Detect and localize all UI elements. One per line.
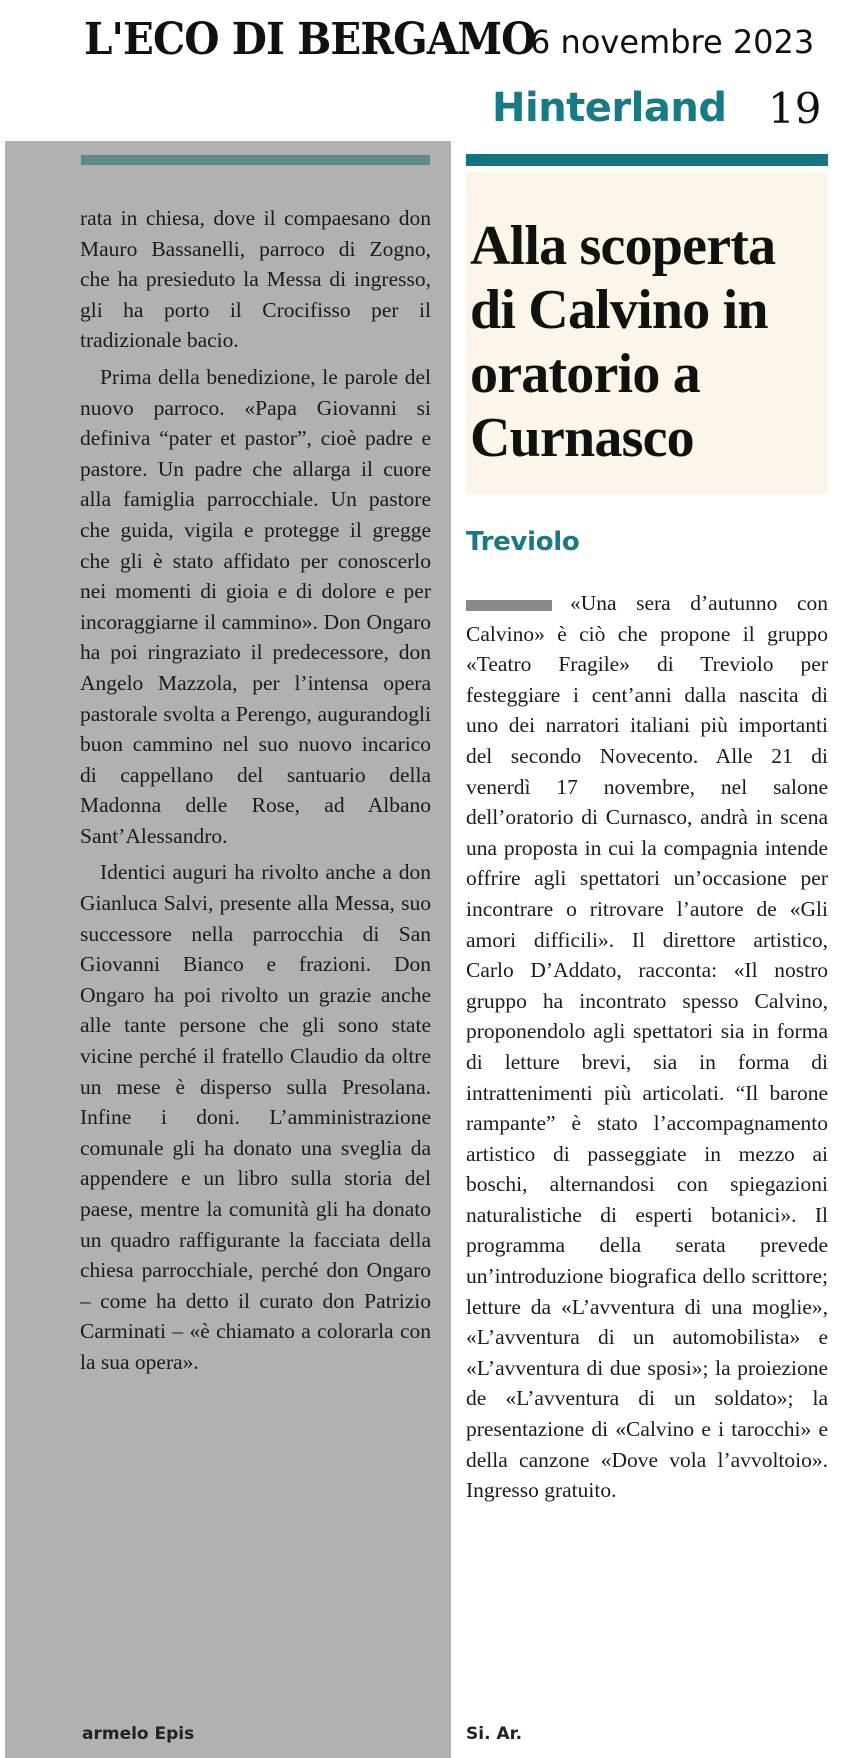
right-article-text: «Una sera d’autunno con Calvino» è ciò che propone il gruppo «Teatro Fragile» di Treviolo per festeggiare i cent’anni dalla nascita di uno dei narratori italiani più importanti del secondo Novecento. Alle 21 di venerdì 17 novembre, nel salone dell’oratorio di Curnasco, andrà in scena una proposta in cui la compagnia intende offrire agli spettatori un’occasione per incontrare o ritrovare l’autore de «Gli amori difficili». Il direttore artistico, Carlo D’Addato, racconta: «Il nostro gruppo ha incontrato spesso Calvino, proponendolo agli spettatori sia in forma di letture brevi, sia in forma di intrattenimenti più articolati. “Il barone rampante” è stato l’accompagnamento artistico di passeggiate in mezzo ai boschi, alternandosi con spiegazioni naturalistiche di esperti botanici». Il programma della serata prevede un’introduzione biografica dello scrittore; letture da «L’avventura di una moglie», «L’avventura di un automobilista» e «L’avventura di due sposi»; la proiezione de «L’avventura di un soldato»; la presentazione di «Calvino e i tarocchi» e della canzone «Dove vola l’avvoltoio». Ingresso gratuito. [466, 591, 828, 1503]
left-article-body [80, 203, 431, 1703]
masthead-logo: L'ECO DI BERGAMO [84, 14, 536, 65]
left-article-signature: armelo Epis [82, 1724, 195, 1744]
article-locality: Treviolo [466, 527, 580, 557]
publication-date: 6 novembre 2023 [530, 23, 815, 61]
left-paragraph-2: Prima della benedizione, le parole del nuovo parroco. «Papa Giovanni si definiva “pater et pastor”, cioè padre e pastore. Un padre che allarga il cuore alla famiglia parrocchiale. Un pastore che guida, vigila e protegge il gregge che gli è stato affidato per conoscerlo nei momenti di gioia e di dolore e per incoraggiarne il cammino». Don Ongaro ha poi ringraziato il predecessore, don Angelo Mazzola, per l’intensa opera pastorale svolta a Perengo, augurandogli buon cammino nel suo nuovo incarico di cappellano del santuario della Madonna delle Rose, ad Albano Sant’Alessandro. [80, 364, 431, 848]
right-column-rule [466, 154, 828, 166]
right-article-signature: Si. Ar. [466, 1724, 523, 1744]
left-column-rule [81, 155, 430, 165]
left-paragraph-1: rata in chiesa, dove il compaesano don Mauro Bassanelli, parroco di Zogno, che ha presieduto la Messa di ingresso, gli ha porto il Crocifisso per il tradizionale bacio. [80, 206, 431, 353]
right-article-body [466, 588, 828, 1718]
section-title: Hinterland [492, 85, 727, 131]
article-headline: Alla scoperta di Calvino in oratorio a Curnasco [470, 215, 776, 469]
left-paragraph-3: Identici auguri ha rivolto anche a don Gianluca Salvi, presente alla Messa, suo successore nella parrocchia di San Giovanni Bianco e frazioni. Don Ongaro ha poi rivolto un grazie anche alle tante persone che gli sono state vicine perché il fratello Claudio da oltre un mese è disperso sulla Presolana. Infine i doni. L’amministrazione comunale gli ha donato una sveglia da appendere e un libro sulla storia del paese, mentre la comunità gli ha donato un quadro raffigurante la facciata della chiesa parrocchiale, perché don Ongaro – come ha detto il curato don Patrizio Carminati – «è chiamato a colorarla con la sua opera». [80, 860, 431, 1374]
page-number: 19 [768, 84, 822, 133]
